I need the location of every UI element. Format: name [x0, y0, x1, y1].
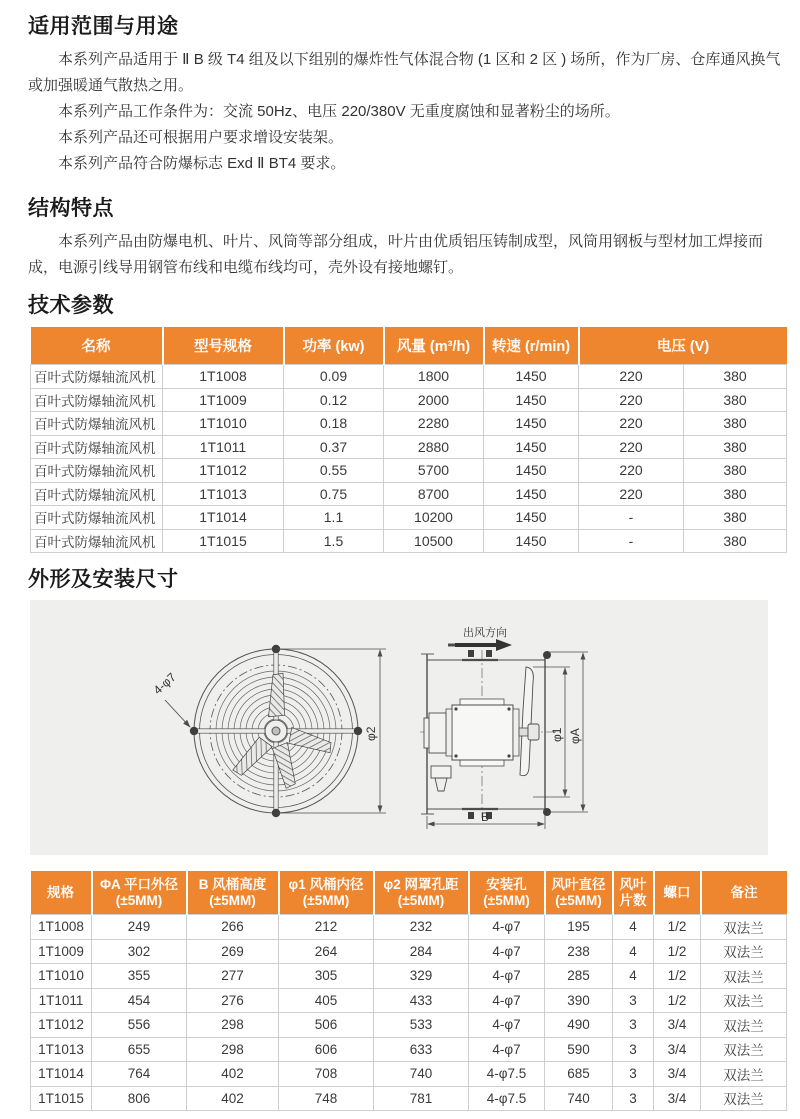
- table-cell: 4: [613, 939, 654, 964]
- table-cell: 556: [92, 1013, 187, 1038]
- table-cell: 380: [684, 506, 787, 530]
- table-cell: 302: [92, 939, 187, 964]
- table-cell: 708: [279, 1062, 374, 1087]
- table-cell: 1T1011: [163, 435, 284, 459]
- table-cell: 232: [374, 915, 469, 940]
- table-cell: 764: [92, 1062, 187, 1087]
- table-cell: 双法兰: [701, 939, 787, 964]
- table-cell: 380: [684, 365, 787, 389]
- outer-dia-label: φA: [568, 728, 582, 744]
- table-cell: 380: [684, 459, 787, 483]
- table-cell: 4: [613, 915, 654, 940]
- table-cell: 305: [279, 964, 374, 989]
- table-cell: 298: [187, 1013, 279, 1038]
- inner-dia-label: φ1: [550, 727, 564, 742]
- table-cell: 3/4: [654, 1013, 701, 1038]
- table-cell: 277: [187, 964, 279, 989]
- table-cell: 百叶式防爆轴流风机: [31, 482, 163, 506]
- paragraph: 本系列产品还可根据用户要求增设安装架。: [58, 129, 344, 146]
- dims-table-body: [31, 915, 787, 1111]
- table-row: [31, 529, 787, 553]
- table-row: [31, 435, 787, 459]
- table-cell: 1/2: [654, 915, 701, 940]
- table-cell: 0.12: [284, 388, 384, 412]
- table-cell: 220: [579, 435, 684, 459]
- table-cell: 4-φ7: [469, 1013, 545, 1038]
- table-cell: 220: [579, 412, 684, 436]
- table-cell: 380: [684, 388, 787, 412]
- dims-column-header: 规格: [31, 871, 92, 915]
- table-cell: 双法兰: [701, 1062, 787, 1087]
- fan-side-view: [420, 625, 562, 819]
- table-row: [31, 1086, 787, 1111]
- table-cell: 1T1010: [31, 964, 92, 989]
- table-cell: 2880: [384, 435, 484, 459]
- table-cell: 633: [374, 1037, 469, 1062]
- table-cell: 百叶式防爆轴流风机: [31, 529, 163, 553]
- table-cell: 3: [613, 1062, 654, 1087]
- table-cell: 1.5: [284, 529, 384, 553]
- table-cell: 2280: [384, 412, 484, 436]
- section-title-structure: 结构特点: [28, 197, 114, 220]
- table-cell: 238: [545, 939, 613, 964]
- table-cell: 740: [545, 1086, 613, 1111]
- table-cell: 双法兰: [701, 1037, 787, 1062]
- tech-column-header: 型号规格: [163, 327, 284, 365]
- section-title-tech: 技术参数: [28, 294, 114, 317]
- table-cell: -: [579, 529, 684, 553]
- table-cell: 1450: [484, 412, 579, 436]
- mount-hole-callout: [151, 670, 190, 727]
- table-cell: 双法兰: [701, 1086, 787, 1111]
- table-cell: 3: [613, 988, 654, 1013]
- table-row: [31, 506, 787, 530]
- table-cell: 276: [187, 988, 279, 1013]
- dims-column-header: 风叶 片数: [613, 871, 654, 915]
- dims-column-header: 安装孔 (±5MM): [469, 871, 545, 915]
- table-cell: 1T1008: [31, 915, 92, 940]
- table-cell: 3: [613, 1013, 654, 1038]
- air-direction-arrow: [455, 639, 512, 651]
- table-cell: 双法兰: [701, 964, 787, 989]
- shaft: [519, 728, 528, 736]
- tech-header-row: [31, 327, 787, 365]
- table-row: [31, 1037, 787, 1062]
- table-cell: 0.09: [284, 365, 384, 389]
- table-cell: 1T1012: [31, 1013, 92, 1038]
- table-cell: 285: [545, 964, 613, 989]
- table-cell: 269: [187, 939, 279, 964]
- table-cell: 1T1013: [31, 1037, 92, 1062]
- table-cell: 1.1: [284, 506, 384, 530]
- table-row: [31, 988, 787, 1013]
- table-cell: 355: [92, 964, 187, 989]
- table-cell: 3: [613, 1037, 654, 1062]
- table-cell: 220: [579, 459, 684, 483]
- table-cell: 1T1015: [163, 529, 284, 553]
- table-row: [31, 964, 787, 989]
- table-cell: 1T1015: [31, 1086, 92, 1111]
- table-cell: 1450: [484, 388, 579, 412]
- table-cell: 506: [279, 1013, 374, 1038]
- tech-column-header: 名称: [31, 327, 163, 365]
- table-cell: 2000: [384, 388, 484, 412]
- table-cell: 1/2: [654, 988, 701, 1013]
- tech-specs-table: [30, 327, 787, 553]
- table-cell: 3/4: [654, 1037, 701, 1062]
- table-cell: 264: [279, 939, 374, 964]
- table-cell: 双法兰: [701, 915, 787, 940]
- paragraph: 本系列产品工作条件为：交流 50Hz、电压 220/380V 无重度腐蚀和显著粉尘的场所。: [58, 103, 620, 120]
- table-cell: 4-φ7.5: [469, 1062, 545, 1087]
- table-cell: 405: [279, 988, 374, 1013]
- table-cell: 490: [545, 1013, 613, 1038]
- hub-side: [528, 724, 539, 740]
- table-cell: 4-φ7: [469, 1037, 545, 1062]
- table-cell: 0.75: [284, 482, 384, 506]
- dimensions-table: [30, 871, 787, 1111]
- installation-dimension-drawing: [30, 600, 768, 855]
- table-cell: 4-φ7: [469, 939, 545, 964]
- table-row: [31, 412, 787, 436]
- table-cell: 百叶式防爆轴流风机: [31, 412, 163, 436]
- table-cell: 10200: [384, 506, 484, 530]
- air-direction-label: 出风方向: [463, 627, 507, 639]
- table-cell: 8700: [384, 482, 484, 506]
- table-cell: 百叶式防爆轴流风机: [31, 435, 163, 459]
- dims-column-header: φ1 风桶内径 (±5MM): [279, 871, 374, 915]
- table-cell: -: [579, 506, 684, 530]
- table-cell: 266: [187, 915, 279, 940]
- table-cell: 380: [684, 482, 787, 506]
- tech-column-header: 电压 (V): [579, 327, 787, 365]
- table-cell: 1450: [484, 529, 579, 553]
- table-cell: 220: [579, 482, 684, 506]
- paragraph: 本系列产品适用于 Ⅱ B 级 T4 组及以下组别的爆炸性气体混合物 (1 区和 2 区 ) 场所，作为厂房、仓库通风换气或加强暖通气散热之用。: [28, 51, 781, 94]
- table-cell: 590: [545, 1037, 613, 1062]
- table-row: [31, 365, 787, 389]
- dims-column-header: φ2 网罩孔距 (±5MM): [374, 871, 469, 915]
- fan-front-view: [190, 645, 362, 817]
- dims-column-header: 螺口: [654, 871, 701, 915]
- table-cell: 433: [374, 988, 469, 1013]
- table-cell: 1T1011: [31, 988, 92, 1013]
- paragraph: 本系列产品符合防爆标志 Exd Ⅱ BT4 要求。: [58, 155, 346, 172]
- tech-table-body: [31, 365, 787, 553]
- table-cell: 220: [579, 365, 684, 389]
- table-cell: 1T1009: [31, 939, 92, 964]
- table-cell: 4-φ7: [469, 988, 545, 1013]
- table-cell: 402: [187, 1086, 279, 1111]
- table-cell: 3/4: [654, 1086, 701, 1111]
- junction-box: [431, 766, 451, 778]
- table-row: [31, 459, 787, 483]
- dims-column-header: 风叶直径 (±5MM): [545, 871, 613, 915]
- table-cell: 380: [684, 529, 787, 553]
- table-cell: 454: [92, 988, 187, 1013]
- section-title-dimensions: 外形及安装尺寸: [28, 568, 179, 591]
- table-cell: 1T1014: [31, 1062, 92, 1087]
- table-cell: 781: [374, 1086, 469, 1111]
- paragraph: 本系列产品由防爆电机、叶片、风筒等部分组成，叶片由优质铝压铸制成型，风筒用钢板与型材加工焊接而成，电源引线导用钢管布线和电缆布线均可，壳外设有接地螺钉。: [28, 233, 764, 276]
- table-cell: 1450: [484, 482, 579, 506]
- section-usage: [28, 14, 786, 177]
- section-title-usage: 适用范围与用途: [28, 15, 179, 38]
- tech-column-header: 转速 (r/min): [484, 327, 579, 365]
- depth-label: B: [481, 810, 490, 824]
- table-cell: 4-φ7: [469, 915, 545, 940]
- table-cell: 748: [279, 1086, 374, 1111]
- section-tech: [28, 293, 786, 553]
- table-cell: 380: [684, 435, 787, 459]
- tech-column-header: 风量 (m³/h): [384, 327, 484, 365]
- table-cell: 195: [545, 915, 613, 940]
- section-dimensions: [28, 567, 786, 1111]
- table-cell: 双法兰: [701, 988, 787, 1013]
- table-cell: 1450: [484, 459, 579, 483]
- section-structure: [28, 196, 786, 281]
- table-cell: 1T1013: [163, 482, 284, 506]
- table-cell: 1450: [484, 506, 579, 530]
- table-cell: 4: [613, 964, 654, 989]
- table-cell: 0.55: [284, 459, 384, 483]
- table-cell: 4-φ7: [469, 964, 545, 989]
- table-cell: 3/4: [654, 1062, 701, 1087]
- table-cell: 5700: [384, 459, 484, 483]
- table-cell: 0.18: [284, 412, 384, 436]
- table-cell: 4-φ7.5: [469, 1086, 545, 1111]
- depth-dimension: [427, 810, 545, 829]
- blade-side-profile: [520, 667, 533, 776]
- table-row: [31, 915, 787, 940]
- mount-holes-label: 4-φ7: [150, 670, 179, 698]
- table-cell: 0.37: [284, 435, 384, 459]
- tech-column-header: 功率 (kw): [284, 327, 384, 365]
- table-cell: 806: [92, 1086, 187, 1111]
- table-cell: 1T1012: [163, 459, 284, 483]
- table-cell: 329: [374, 964, 469, 989]
- table-cell: 1T1009: [163, 388, 284, 412]
- table-cell: 1800: [384, 365, 484, 389]
- table-cell: 1450: [484, 365, 579, 389]
- table-cell: 606: [279, 1037, 374, 1062]
- table-cell: 685: [545, 1062, 613, 1087]
- table-cell: 百叶式防爆轴流风机: [31, 365, 163, 389]
- table-cell: 220: [579, 388, 684, 412]
- table-cell: 533: [374, 1013, 469, 1038]
- table-cell: 3: [613, 1086, 654, 1111]
- table-cell: 390: [545, 988, 613, 1013]
- grille-dia-label: φ2: [364, 726, 378, 741]
- table-cell: 298: [187, 1037, 279, 1062]
- dims-column-header: 备注: [701, 871, 787, 915]
- table-cell: 1/2: [654, 964, 701, 989]
- table-cell: 百叶式防爆轴流风机: [31, 388, 163, 412]
- table-cell: 1450: [484, 435, 579, 459]
- table-cell: 740: [374, 1062, 469, 1087]
- table-cell: 212: [279, 915, 374, 940]
- table-cell: 1/2: [654, 939, 701, 964]
- table-cell: 1T1008: [163, 365, 284, 389]
- table-row: [31, 388, 787, 412]
- dims-column-header: ΦA 平口外径 (±5MM): [92, 871, 187, 915]
- table-cell: 380: [684, 412, 787, 436]
- table-cell: 284: [374, 939, 469, 964]
- table-cell: 1T1010: [163, 412, 284, 436]
- table-cell: 655: [92, 1037, 187, 1062]
- dims-header-row: [31, 871, 787, 915]
- dims-column-header: B 风桶高度 (±5MM): [187, 871, 279, 915]
- table-row: [31, 939, 787, 964]
- table-cell: 双法兰: [701, 1013, 787, 1038]
- table-cell: 402: [187, 1062, 279, 1087]
- table-cell: 249: [92, 915, 187, 940]
- motor-body: [424, 699, 519, 791]
- table-row: [31, 1062, 787, 1087]
- table-cell: 1T1014: [163, 506, 284, 530]
- table-row: [31, 482, 787, 506]
- table-cell: 百叶式防爆轴流风机: [31, 506, 163, 530]
- table-cell: 10500: [384, 529, 484, 553]
- table-row: [31, 1013, 787, 1038]
- table-cell: 百叶式防爆轴流风机: [31, 459, 163, 483]
